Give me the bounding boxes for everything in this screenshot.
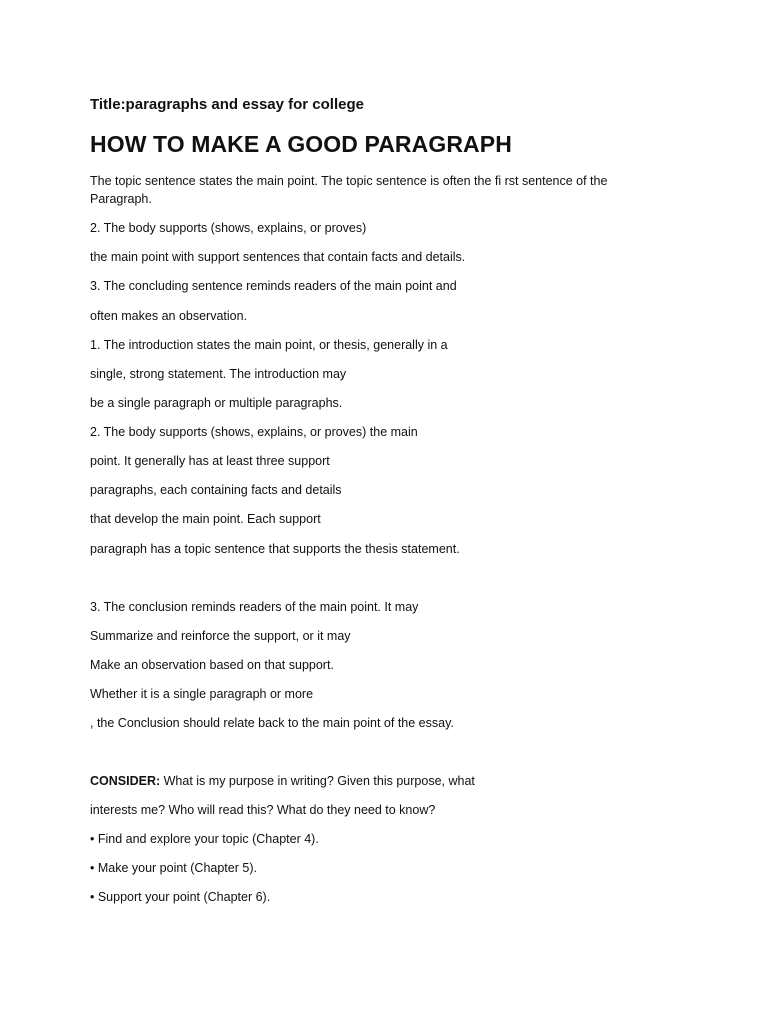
body-line: interests me? Who will read this? What do they need to know? xyxy=(90,803,436,817)
consider-text: What is my purpose in writing? Given this purpose, what xyxy=(160,774,475,788)
body-line: single, strong statement. The introduction may xyxy=(90,367,347,381)
body-line: 3. The concluding sentence reminds readers of the main point and xyxy=(90,279,457,293)
body-line: , the Conclusion should relate back to the main point of the essay. xyxy=(90,716,454,730)
consider-label: CONSIDER: xyxy=(90,774,161,788)
body-line: often makes an observation. xyxy=(90,309,248,323)
body-line: 3. The conclusion reminds readers of the main point. It may xyxy=(90,600,419,614)
body-line: Summarize and reinforce the support, or it may xyxy=(90,629,351,643)
body-line: 2. The body supports (shows, explains, or proves) xyxy=(90,221,367,235)
bullet-item: • Make your point (Chapter 5). xyxy=(90,861,257,875)
body-line: be a single paragraph or multiple paragraphs. xyxy=(90,396,343,410)
body-line: the main point with support sentences that contain facts and details. xyxy=(90,250,466,264)
body-line: point. It generally has at least three support xyxy=(90,454,330,468)
body-line: paragraph has a topic sentence that supports the thesis statement. xyxy=(90,542,460,556)
bullet-item: • Support your point (Chapter 6). xyxy=(90,890,271,904)
body-line: 2. The body supports (shows, explains, or proves) the main xyxy=(90,425,418,439)
body-line: Whether it is a single paragraph or more xyxy=(90,687,314,701)
body-line: that develop the main point. Each support xyxy=(90,512,321,526)
bullet-item: • Find and explore your topic (Chapter 4). xyxy=(90,832,319,846)
page-heading: HOW TO MAKE A GOOD PARAGRAPH xyxy=(90,131,512,157)
body-line: Paragraph. xyxy=(90,192,152,206)
body-line: 1. The introduction states the main point, or thesis, generally in a xyxy=(90,338,448,352)
consider-line xyxy=(90,773,690,789)
body-line: The topic sentence states the main point. The topic sentence is often the fi rst sentence of the xyxy=(90,174,608,188)
document-title: Title:paragraphs and essay for college xyxy=(90,96,364,113)
body-line: Make an observation based on that support. xyxy=(90,658,334,672)
body-line: paragraphs, each containing facts and details xyxy=(90,483,342,497)
